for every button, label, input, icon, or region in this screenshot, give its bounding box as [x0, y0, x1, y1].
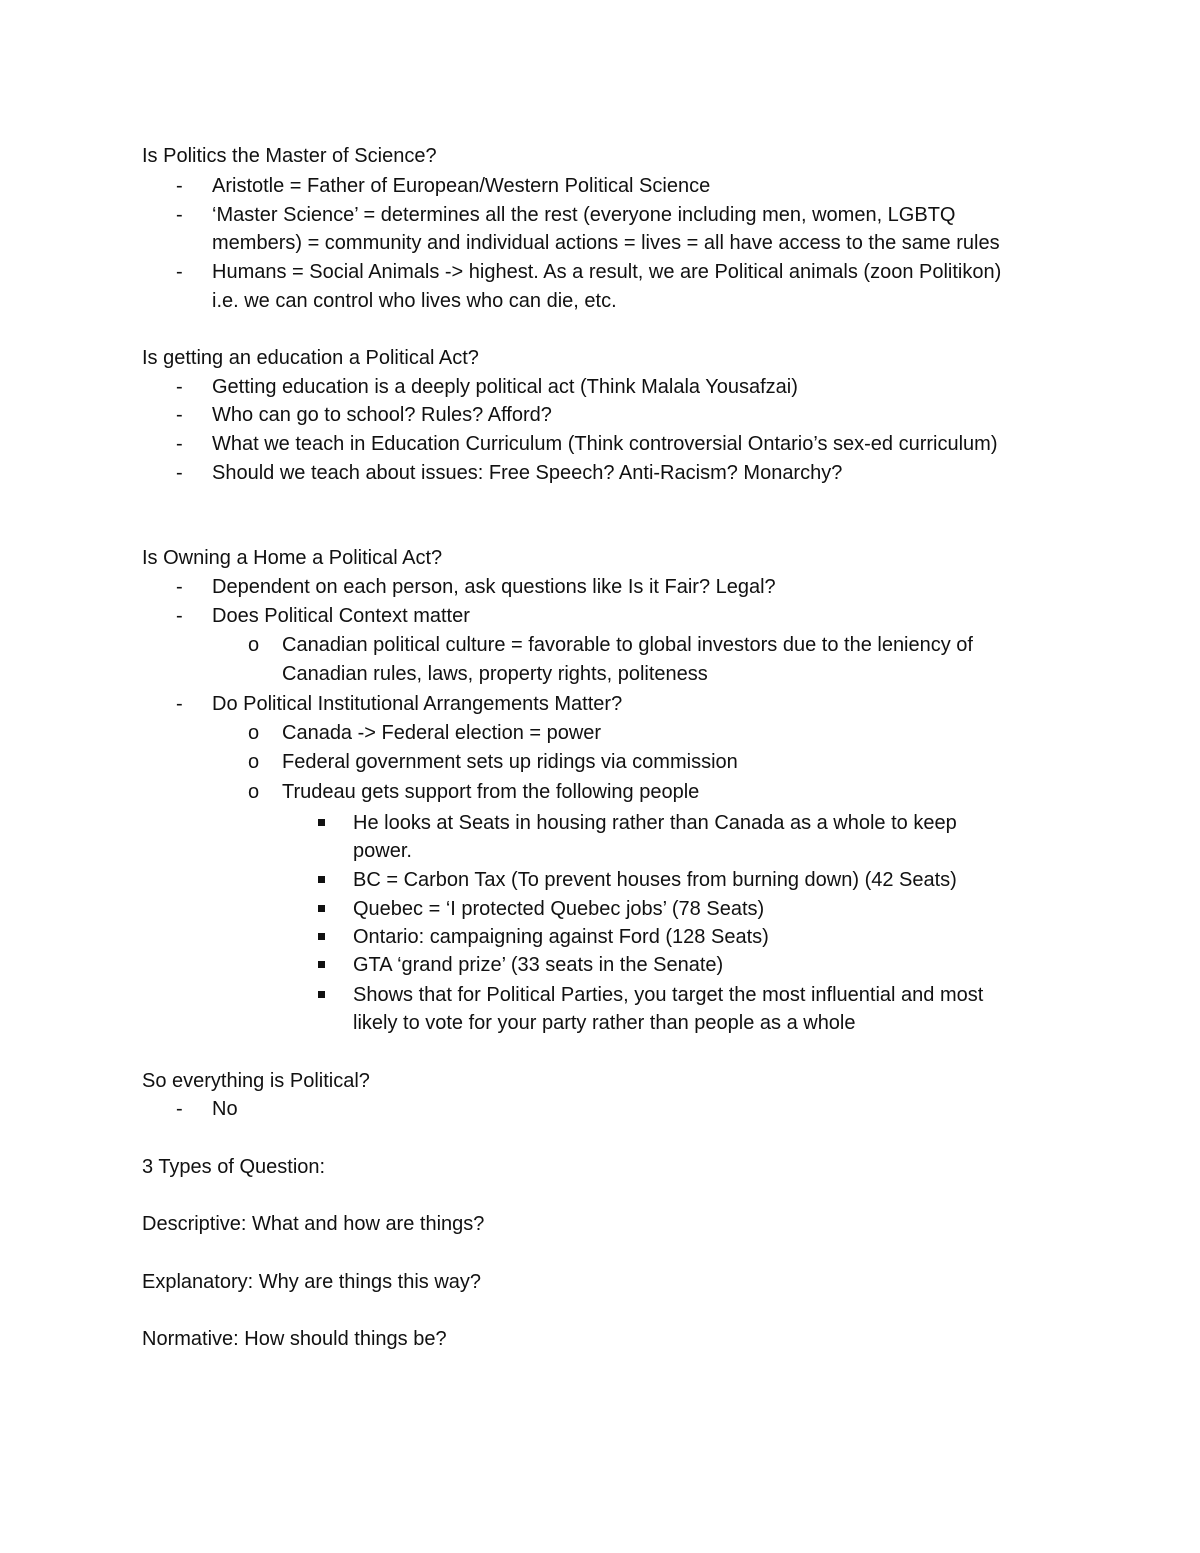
square-bullet-icon — [318, 991, 325, 998]
list-item: Getting education is a deeply political act (Think Malala Yousafzai) — [212, 376, 798, 398]
circle-marker: o — [248, 751, 260, 773]
list-item: Do Political Institutional Arrangements Matter? — [212, 693, 623, 715]
square-bullet-icon — [318, 961, 325, 968]
list-item: Does Political Context matter — [212, 605, 470, 627]
sub-sub-list-item: Ontario: campaigning against Ford (128 Seats) — [353, 926, 769, 948]
section-heading: Is getting an education a Political Act? — [142, 347, 479, 369]
section-heading: Is Politics the Master of Science? — [142, 145, 437, 167]
list-item: Aristotle = Father of European/Western Political Science — [212, 175, 711, 197]
sub-sub-list-item: BC = Carbon Tax (To prevent houses from burning down) (42 Seats) — [353, 869, 957, 891]
paragraph: Descriptive: What and how are things? — [142, 1213, 485, 1235]
dash-marker: - — [176, 462, 183, 484]
dash-marker: - — [176, 605, 183, 627]
sub-sub-list-item-continuation: power. — [353, 840, 412, 862]
dash-marker: - — [176, 204, 183, 226]
sub-list-item: Canada -> Federal election = power — [282, 722, 602, 744]
square-bullet-icon — [318, 876, 325, 883]
list-item: ‘Master Science’ = determines all the rest (everyone including men, women, LGBTQ — [212, 204, 956, 226]
sub-list-item: Federal government sets up ridings via commission — [282, 751, 738, 773]
list-item: Dependent on each person, ask questions like Is it Fair? Legal? — [212, 576, 776, 598]
circle-marker: o — [248, 781, 260, 803]
list-item: Who can go to school? Rules? Afford? — [212, 404, 552, 426]
sub-list-item: Trudeau gets support from the following people — [282, 781, 700, 803]
square-bullet-icon — [318, 933, 325, 940]
dash-marker: - — [176, 433, 183, 455]
list-item-continuation: members) = community and individual actions = lives = all have access to the same rules — [212, 232, 1000, 254]
sub-sub-list-item-continuation: likely to vote for your party rather than people as a whole — [353, 1012, 856, 1034]
sub-sub-list-item: GTA ‘grand prize’ (33 seats in the Senate) — [353, 954, 724, 976]
dash-marker: - — [176, 175, 183, 197]
circle-marker: o — [248, 722, 260, 744]
paragraph: Explanatory: Why are things this way? — [142, 1271, 482, 1293]
dash-marker: - — [176, 693, 183, 715]
sub-list-item: Canadian political culture = favorable to global investors due to the leniency of — [282, 634, 973, 656]
section-heading: Is Owning a Home a Political Act? — [142, 547, 443, 569]
list-item: No — [212, 1098, 238, 1120]
list-item: Humans = Social Animals -> highest. As a result, we are Political animals (zoon Politikon) — [212, 261, 1002, 283]
square-bullet-icon — [318, 905, 325, 912]
sub-sub-list-item: He looks at Seats in housing rather than Canada as a whole to keep — [353, 812, 957, 834]
dash-marker: - — [176, 576, 183, 598]
circle-marker: o — [248, 634, 260, 656]
list-item: What we teach in Education Curriculum (Think controversial Ontario’s sex-ed curriculum) — [212, 433, 998, 455]
sub-list-item-continuation: Canadian rules, laws, property rights, politeness — [282, 663, 708, 685]
dash-marker: - — [176, 261, 183, 283]
paragraph: 3 Types of Question: — [142, 1156, 326, 1178]
dash-marker: - — [176, 376, 183, 398]
sub-sub-list-item: Quebec = ‘I protected Quebec jobs’ (78 Seats) — [353, 898, 765, 920]
paragraph: Normative: How should things be? — [142, 1328, 447, 1350]
list-item: Should we teach about issues: Free Speech? Anti-Racism? Monarchy? — [212, 462, 843, 484]
sub-sub-list-item: Shows that for Political Parties, you target the most influential and most — [353, 984, 984, 1006]
square-bullet-icon — [318, 819, 325, 826]
section-heading: So everything is Political? — [142, 1070, 370, 1092]
list-item-continuation: i.e. we can control who lives who can die, etc. — [212, 290, 617, 312]
dash-marker: - — [176, 404, 183, 426]
dash-marker: - — [176, 1098, 183, 1120]
